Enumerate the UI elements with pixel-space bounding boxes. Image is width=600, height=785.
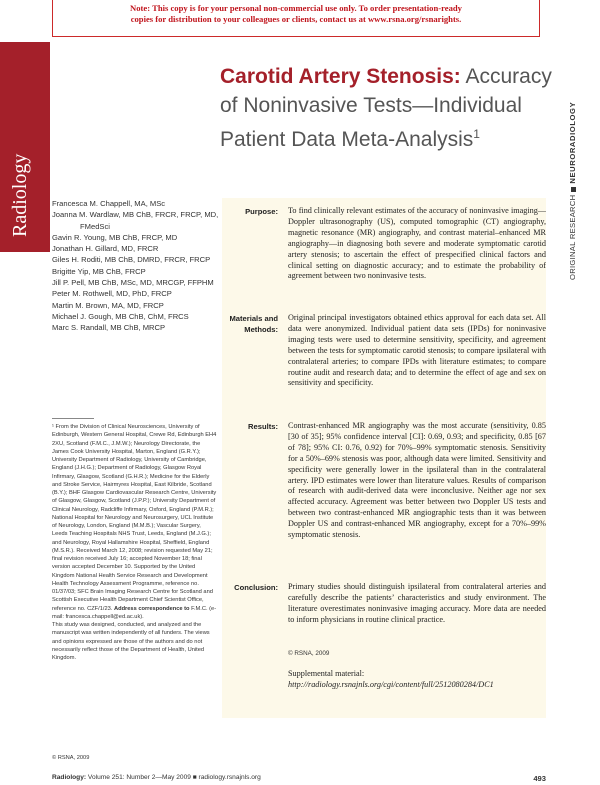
author: Brigitte Yip, MB ChB, FRCP — [52, 266, 146, 276]
supplemental-link[interactable]: http://radiology.rsnajnls.org/cgi/content/full/2512080284/DC1 — [288, 679, 494, 689]
title-part-1: Carotid Artery Stenosis: — [220, 65, 461, 88]
usage-notice — [52, 0, 540, 37]
author: Jill P. Pell, MB ChB, MSc, MD, MRCGP, FFPHM — [52, 278, 214, 288]
section-strip — [568, 44, 582, 280]
copyright-left: © RSNA, 2009 — [52, 755, 90, 761]
author: Giles H. Roditi, MB ChB, DMRD, FRCR, FRCP — [52, 255, 211, 265]
results-text: Contrast-enhanced MR angiography was the most accurate (sensitivity, 0.85 [30 of 35]; 95% confidence interval [CI]: 0.69, 0.93; and specificity, 0.85 [67 of 78]; 95% CI: 0.76, 0.92) for 70%–99% symptomatic stenosis. Sensitivity for a 50%–69% stenosis was poor, although data were limited. Sensitivity and specificity were generally lower in the ipsilateral than in the contralateral artery. IPD estimates were lower than literature values. Results of comparison of research with audit-derived data were inconclusive. Neither age nor sex affected accuracy. Agreement was better between two Doppler US tests and between two contrast-enhanced MR angiographic tests than it was between Doppler US and contrast-enhanced MR angiography, except for a 70%–99% symptomatic stenosis. — [288, 421, 546, 540]
footer-journal: Radiology: — [52, 774, 87, 781]
section-left: ORIGINAL RESEARCH — [568, 194, 577, 280]
correspondence-label: Address correspondence to — [113, 605, 190, 612]
title-part-2: Accuracy of Noninvasive Tests—Individual Patient Data Meta-Analysis — [220, 65, 552, 151]
disclaimer-text: This study was designed, conducted, and analyzed and the manuscript was written independently of all funders. The views and opinions expressed are those of the authors and do not necessarily reflect those of the Department of Health, United Kingdom. — [52, 622, 210, 661]
author: Peter M. Rothwell, MD, PhD, FRCP — [52, 289, 172, 299]
author: Joanna M. Wardlaw, MB ChB, FRCR, FRCP, MD, — [52, 210, 219, 220]
results-label: Results: — [248, 422, 278, 431]
section-right: NEURORADIOLOGY — [568, 101, 577, 184]
author: Martin M. Brown, MA, MD, FRCP — [52, 300, 164, 310]
author: Gavin R. Young, MB ChB, FRCP, MD — [52, 232, 178, 242]
title-footnote-mark: 1 — [473, 127, 480, 141]
purpose-text: To find clinically relevant estimates of the accuracy of noninvasive imaging—Doppler ultrasonography (US), computed tomographic (CT) angiography, magnetic resonance (MR) angiography, and contrast material–enhanced MR angiography—in diagnosing both severe and moderate symptomatic carotid artery stenosis; to ascertain the effect of prespecified clinical factors and clinical setting on diagnostic accuracy; and to estimate the probability of agreement between two noninvasive tests. — [288, 206, 546, 281]
conclusion-label: Conclusion: — [234, 583, 278, 592]
footer-citation: Volume 251: Number 2—May 2009 ■ radiology.rsnajnls.org — [87, 774, 261, 781]
correspondence-text: F.M.C. (e-mail: francesca.chappell@ed.ac.uk). — [52, 605, 217, 620]
author: Jonathan H. Gillard, MD, FRCR — [52, 244, 159, 254]
footnote-divider — [52, 418, 94, 419]
page-footer — [52, 774, 546, 781]
journal-name: Radiology — [9, 153, 31, 237]
purpose-label: Purpose: — [245, 207, 278, 216]
conclusion-text: Primary studies should distinguish ipsilateral from contralateral arteries and carefully describe the patients’ characteristics and study environment. The literature overestimates noninvasive imaging accuracy. More data are needed to inform physicians in routine clinical practice. — [288, 582, 546, 624]
supplemental-label: Supplemental material: — [288, 669, 365, 678]
square-bullet-icon — [571, 187, 576, 192]
supplemental-material — [288, 669, 546, 691]
author: Michael J. Gough, MB ChB, ChM, FRCS — [52, 311, 189, 321]
author: FMedSci — [80, 221, 110, 231]
methods-text: Original principal investigators obtained ethics approval for each data set. All data were anonymized. Individual patient data sets (IPDs) for noninvasive imaging tests were used to determine sensitivity, specificity, and agreement between the tests for symptomatic carotid stenosis; to compare ipsilateral with contralateral arteries; to compare IPDs with literature estimates; to compare routine audit and research data; and to determine the effect of age and sex on sensitivity and specificity. — [288, 313, 546, 388]
section-label — [568, 102, 577, 280]
author-list — [52, 198, 219, 334]
notice-line-2: copies for distribution to your colleagues or clients, contact us at www.rsna.org/rsnarights. — [130, 13, 462, 24]
author: Marc S. Randall, MB ChB, MRCP — [52, 323, 166, 333]
methods-label: Materials and Methods: — [229, 314, 278, 334]
author: Francesca M. Chappell, MA, MSc — [52, 199, 166, 208]
journal-banner — [0, 42, 50, 252]
copyright-right: © RSNA, 2009 — [288, 650, 330, 657]
affiliation-text: ¹ From the Division of Clinical Neurosciences, University of Edinburgh, Western General Hospital, Crewe Rd, Edinburgh EH4 2XU, Scotland (F.M.C., J.M.W.); Neurology Directorate, the James Cook University Hospital, Marton, England (G.R.Y.); University Department of Radiology, University of Cambridge, England (J.H.G.); Department of Radiology, Glasgow Royal Infirmary, Glasgow, Scotland (G.H.R.); Medicine for the Elderly and Stroke Service, Hairmyres Hospital, East Kilbride, Scotland (B.Y.); BHF Glasgow Cardiovascular Research Centre, University of Glasgow, Glasgow, Scotland (J.P.P.); University Department of Clinical Neurology, Radcliffe Infirmary, Oxford, England (P.M.R.); National Hospital for Neurology and Neurosurgery, UCL Institute of Neurology, London, England (M.M.B.); Vascular Surgery, Leeds Teaching Hospitals NHS Trust, Leeds, England (M.J.G.); and Neurology, Royal Hallamshire Hospital, Sheffield, England (M.S.R.). Received March 12, 2008; revision requested May 21; final revision received July 16; accepted November 18; final version accepted December 10. Supported by the United Kingdom National Health Service Research and Development Health Technology Assessment Programme, reference no. 01/37/03; SFC Brain Imaging Research Centre for Scotland and Scottish Executive Health Department Chief Scientist Office, reference no. CZF/1/23. — [52, 424, 217, 612]
page-number: 493 — [533, 774, 546, 783]
article-title — [220, 62, 560, 154]
affiliations-footnote — [52, 418, 217, 662]
notice-line-1: Note: This copy is for your personal non-commercial use only. To order presentation-ready — [130, 3, 462, 13]
